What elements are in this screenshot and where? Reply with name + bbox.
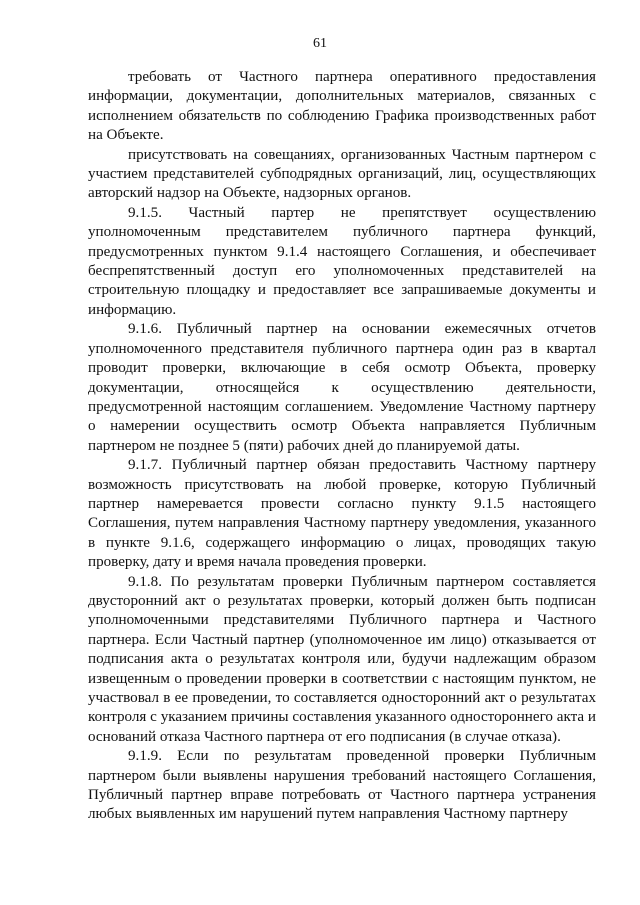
document-body	[88, 68, 596, 825]
paragraph-request-information: требовать от Частного партнера оперативного предоставления информации, документации, дополнительных материалов, связанных с исполнением обязательств по соблюдению Графика производственных работ на Объекте.	[88, 69, 596, 144]
paragraph-9-1-7: 9.1.7. Публичный партнер обязан предоставить Частному партнеру возможность присутствовать на любой проверке, которую Публичный партнер намеревается провести согласно пункту 9.1.5 настоящего Соглашения, путем направления Частному партнеру уведомления, указанного в пункте 9.1.6, содержащего информацию о лицах, проводящих такую проверку, дату и время начала проведения проверки.	[88, 457, 596, 571]
paragraph-9-1-9: 9.1.9. Если по результатам проведенной проверки Публичным партнером были выявлены нарушения требований настоящего Соглашения, Публичный партнер вправе потребовать от Частного партнера устранения любых выявленных им нарушений путем направления Частному партнеру	[88, 748, 596, 823]
paragraph-9-1-8: 9.1.8. По результатам проверки Публичным партнером составляется двусторонний акт о результатах проверки, который должен быть подписан уполномоченными представителями Публичного партнера и Частного партнера. Если Частный партнер (уполномоченное им лицо) отказывается от подписания акта о результатах контроля или, будучи надлежащим образом извещенным о проведении проверки в соответствии с настоящим пунктом, не участвовал в ее проведении, то составляется односторонний акт о результатах контроля с указанием причины составления указанного одностороннего акта и оснований отказа Частного партнера от его подписания (в случае отказа).	[88, 573, 596, 745]
paragraph-9-1-5: 9.1.5. Частный партер не препятствует осуществлению уполномоченным представителем публичного партнера функций, предусмотренных пунктом 9.1.4 настоящего Соглашения, и обеспечивает беспрепятственный доступ его уполномоченных представителей на строительную площадку и предоставляет все запрашиваемые документы и информацию.	[88, 204, 596, 318]
page-number: 61	[313, 36, 327, 51]
paragraph-attend-meetings: присутствовать на совещаниях, организованных Частным партнером с участием представителей субподрядных организаций, лиц, осуществляющих авторский надзор на Объекте, надзорных органов.	[88, 146, 596, 202]
paragraph-9-1-6: 9.1.6. Публичный партнер на основании ежемесячных отчетов уполномоченного представителя публичного партнера один раз в квартал проводит проверки, включающие в себя осмотр Объекта, проверку документации, относящейся к осуществлению деятельности, предусмотренной настоящим соглашением. Уведомление Частному партнеру о намерении осуществить осмотр Объекта направляется Публичным партнером не позднее 5 (пяти) рабочих дней до планируемой даты.	[88, 321, 596, 454]
